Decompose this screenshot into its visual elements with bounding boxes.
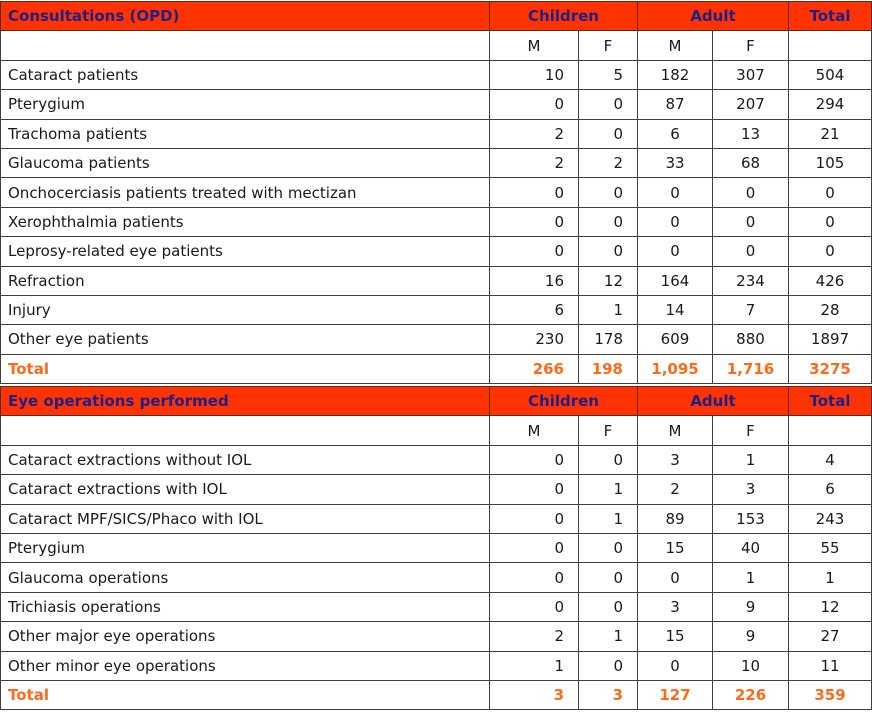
children-female-cell: 2 xyxy=(579,148,638,177)
adult-female-cell: 0 xyxy=(713,207,789,236)
total-label: Total xyxy=(1,680,490,709)
adult-male-cell: 3 xyxy=(638,592,713,621)
total-adult-male-cell: 1,095 xyxy=(638,354,713,383)
section-title: Consultations (OPD) xyxy=(1,2,490,31)
adult-male-cell: 182 xyxy=(638,60,713,89)
children-male-cell: 0 xyxy=(490,90,579,119)
row-label: Cataract MPF/SICS/Phaco with IOL xyxy=(1,504,490,533)
adult-female-cell: 10 xyxy=(713,651,789,680)
adult-male-cell: 14 xyxy=(638,295,713,324)
adult-female-cell: 307 xyxy=(713,60,789,89)
adult-male-cell: 87 xyxy=(638,90,713,119)
row-label: Trachoma patients xyxy=(1,119,490,148)
children-female-cell: 0 xyxy=(579,445,638,474)
children-female-cell: 0 xyxy=(579,563,638,592)
adult-female-cell: 9 xyxy=(713,592,789,621)
table-row xyxy=(1,178,872,207)
table-row xyxy=(1,563,872,592)
row-label: Glaucoma patients xyxy=(1,148,490,177)
adult-female-cell: 3 xyxy=(713,475,789,504)
group-header-children: Children xyxy=(490,387,638,416)
table-row xyxy=(1,60,872,89)
adult-male-cell: 164 xyxy=(638,266,713,295)
children-male-cell: 2 xyxy=(490,148,579,177)
adult-male-header: M xyxy=(638,416,713,445)
table-row xyxy=(1,445,872,474)
table-row xyxy=(1,475,872,504)
section-header-row xyxy=(1,387,872,416)
total-cell: 0 xyxy=(789,207,872,236)
adult-female-cell: 153 xyxy=(713,504,789,533)
adult-male-cell: 0 xyxy=(638,237,713,266)
adult-female-cell: 1 xyxy=(713,563,789,592)
row-label: Leprosy-related eye patients xyxy=(1,237,490,266)
subheader-total-blank-cell xyxy=(789,416,872,445)
children-female-cell: 0 xyxy=(579,237,638,266)
children-male-cell: 0 xyxy=(490,504,579,533)
total-cell: 55 xyxy=(789,533,872,562)
children-male-cell: 6 xyxy=(490,295,579,324)
section-title: Eye operations performed xyxy=(1,387,490,416)
row-label: Refraction xyxy=(1,266,490,295)
total-row xyxy=(1,354,872,383)
children-male-cell: 10 xyxy=(490,60,579,89)
table-row xyxy=(1,592,872,621)
children-male-cell: 16 xyxy=(490,266,579,295)
adult-female-cell: 0 xyxy=(713,178,789,207)
adult-female-cell: 68 xyxy=(713,148,789,177)
total-children-male-cell: 266 xyxy=(490,354,579,383)
children-male-cell: 0 xyxy=(490,178,579,207)
table-row xyxy=(1,237,872,266)
table-row xyxy=(1,622,872,651)
adult-male-cell: 6 xyxy=(638,119,713,148)
adult-female-cell: 0 xyxy=(713,237,789,266)
adult-female-cell: 13 xyxy=(713,119,789,148)
adult-male-cell: 2 xyxy=(638,475,713,504)
section-header-row xyxy=(1,2,872,31)
children-female-cell: 12 xyxy=(579,266,638,295)
total-cell: 1897 xyxy=(789,325,872,354)
table-row xyxy=(1,651,872,680)
children-male-cell: 0 xyxy=(490,445,579,474)
children-female-header: F xyxy=(579,31,638,60)
total-label: Total xyxy=(1,354,490,383)
adult-male-cell: 0 xyxy=(638,651,713,680)
consultations-table xyxy=(0,1,872,384)
row-label: Other minor eye operations xyxy=(1,651,490,680)
children-female-cell: 178 xyxy=(579,325,638,354)
children-male-cell: 0 xyxy=(490,533,579,562)
table-row xyxy=(1,504,872,533)
total-row xyxy=(1,680,872,709)
table-row xyxy=(1,325,872,354)
adult-male-cell: 609 xyxy=(638,325,713,354)
total-total-cell: 359 xyxy=(789,680,872,709)
row-label: Cataract extractions with IOL xyxy=(1,475,490,504)
total-cell: 11 xyxy=(789,651,872,680)
total-children-female-cell: 198 xyxy=(579,354,638,383)
adult-male-cell: 33 xyxy=(638,148,713,177)
adult-female-cell: 234 xyxy=(713,266,789,295)
row-label: Pterygium xyxy=(1,90,490,119)
table-row xyxy=(1,207,872,236)
adult-male-cell: 3 xyxy=(638,445,713,474)
table-row xyxy=(1,90,872,119)
adult-male-header: M xyxy=(638,31,713,60)
adult-male-cell: 89 xyxy=(638,504,713,533)
row-label: Other eye patients xyxy=(1,325,490,354)
total-cell: 21 xyxy=(789,119,872,148)
children-female-cell: 5 xyxy=(579,60,638,89)
total-adult-female-cell: 1,716 xyxy=(713,354,789,383)
group-header-adult: Adult xyxy=(638,387,789,416)
row-label: Pterygium xyxy=(1,533,490,562)
children-male-header: M xyxy=(490,31,579,60)
adult-female-cell: 207 xyxy=(713,90,789,119)
total-cell: 27 xyxy=(789,622,872,651)
group-header-children: Children xyxy=(490,2,638,31)
adult-female-cell: 40 xyxy=(713,533,789,562)
adult-female-header: F xyxy=(713,416,789,445)
total-cell: 243 xyxy=(789,504,872,533)
row-label: Other major eye operations xyxy=(1,622,490,651)
children-male-cell: 230 xyxy=(490,325,579,354)
group-header-total: Total xyxy=(789,2,872,31)
table-row xyxy=(1,533,872,562)
total-cell: 0 xyxy=(789,178,872,207)
total-cell: 6 xyxy=(789,475,872,504)
children-female-cell: 1 xyxy=(579,622,638,651)
row-label: Onchocerciasis patients treated with mectizan xyxy=(1,178,490,207)
subheader-total-blank-cell xyxy=(789,31,872,60)
children-female-cell: 0 xyxy=(579,119,638,148)
total-cell: 105 xyxy=(789,148,872,177)
total-cell: 294 xyxy=(789,90,872,119)
total-cell: 426 xyxy=(789,266,872,295)
row-label: Cataract patients xyxy=(1,60,490,89)
total-cell: 28 xyxy=(789,295,872,324)
adult-male-cell: 0 xyxy=(638,563,713,592)
children-male-cell: 0 xyxy=(490,592,579,621)
children-male-cell: 1 xyxy=(490,651,579,680)
row-label: Injury xyxy=(1,295,490,324)
table-row xyxy=(1,266,872,295)
children-female-cell: 1 xyxy=(579,475,638,504)
row-label: Xerophthalmia patients xyxy=(1,207,490,236)
row-label: Trichiasis operations xyxy=(1,592,490,621)
adult-male-cell: 0 xyxy=(638,178,713,207)
children-female-header: F xyxy=(579,416,638,445)
group-header-total: Total xyxy=(789,387,872,416)
total-cell: 504 xyxy=(789,60,872,89)
adult-male-cell: 15 xyxy=(638,622,713,651)
children-male-cell: 0 xyxy=(490,207,579,236)
adult-female-header: F xyxy=(713,31,789,60)
total-adult-female-cell: 226 xyxy=(713,680,789,709)
row-label: Cataract extractions without IOL xyxy=(1,445,490,474)
children-male-header: M xyxy=(490,416,579,445)
children-male-cell: 0 xyxy=(490,563,579,592)
children-female-cell: 0 xyxy=(579,178,638,207)
children-male-cell: 0 xyxy=(490,237,579,266)
children-female-cell: 0 xyxy=(579,90,638,119)
children-male-cell: 2 xyxy=(490,119,579,148)
subheader-blank-cell xyxy=(1,416,490,445)
adult-female-cell: 9 xyxy=(713,622,789,651)
children-female-cell: 1 xyxy=(579,295,638,324)
total-adult-male-cell: 127 xyxy=(638,680,713,709)
children-female-cell: 0 xyxy=(579,651,638,680)
total-children-female-cell: 3 xyxy=(579,680,638,709)
group-header-adult: Adult xyxy=(638,2,789,31)
children-male-cell: 0 xyxy=(490,475,579,504)
sex-subheader-row xyxy=(1,31,872,60)
adult-female-cell: 880 xyxy=(713,325,789,354)
table-row xyxy=(1,295,872,324)
children-female-cell: 0 xyxy=(579,592,638,621)
total-cell: 0 xyxy=(789,237,872,266)
adult-male-cell: 15 xyxy=(638,533,713,562)
table-row xyxy=(1,119,872,148)
total-cell: 12 xyxy=(789,592,872,621)
children-male-cell: 2 xyxy=(490,622,579,651)
subheader-blank-cell xyxy=(1,31,490,60)
children-female-cell: 1 xyxy=(579,504,638,533)
total-cell: 1 xyxy=(789,563,872,592)
row-label: Glaucoma operations xyxy=(1,563,490,592)
operations-table xyxy=(0,386,872,710)
adult-male-cell: 0 xyxy=(638,207,713,236)
sex-subheader-row xyxy=(1,416,872,445)
total-cell: 4 xyxy=(789,445,872,474)
total-total-cell: 3275 xyxy=(789,354,872,383)
adult-female-cell: 1 xyxy=(713,445,789,474)
children-female-cell: 0 xyxy=(579,533,638,562)
total-children-male-cell: 3 xyxy=(490,680,579,709)
table-row xyxy=(1,148,872,177)
children-female-cell: 0 xyxy=(579,207,638,236)
adult-female-cell: 7 xyxy=(713,295,789,324)
